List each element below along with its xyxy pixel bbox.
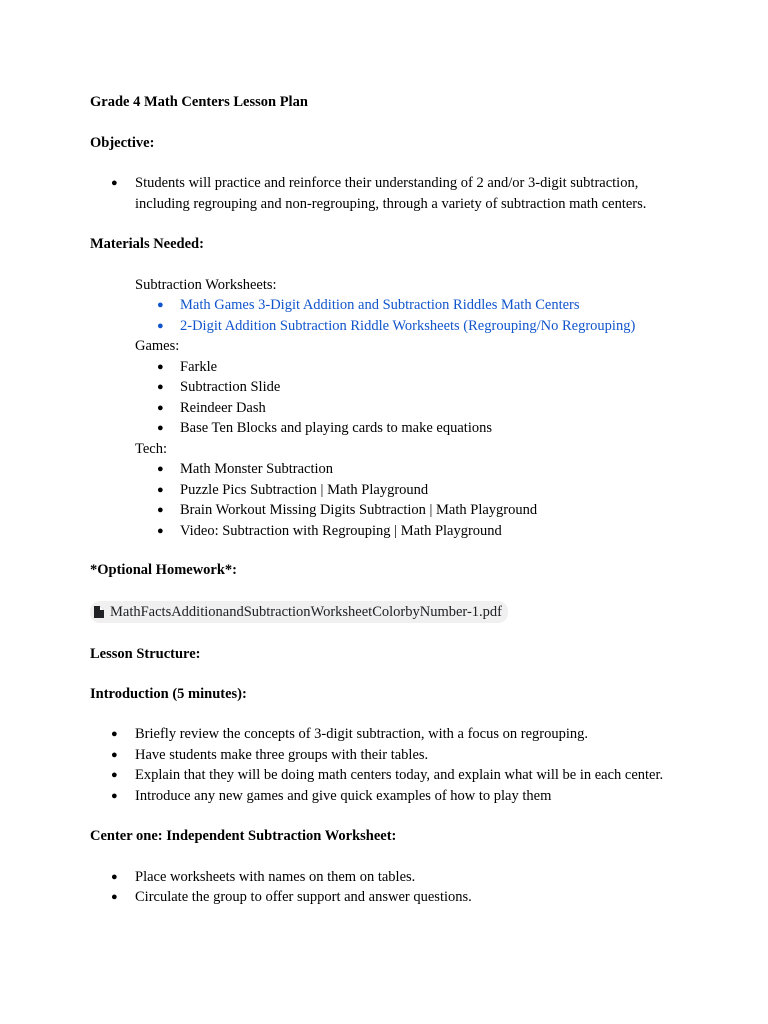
introduction-heading: Introduction (5 minutes): [90,685,247,702]
center-one-list [90,867,690,908]
list-item: ● Base Ten Blocks and playing cards to make equations [90,418,690,439]
list-item: ● Puzzle Pics Subtraction | Math Playground [90,480,690,501]
document-title: Grade 4 Math Centers Lesson Plan [90,94,308,110]
worksheet-link-2[interactable]: ● 2-Digit Addition Subtraction Riddle Worksheets (Regrouping/No Regrouping) [90,316,690,337]
list-item: ● Explain that they will be doing math centers today, and explain what will be in each center. [90,765,690,786]
introduction-list [90,724,690,806]
list-item: ● Introduce any new games and give quick examples of how to play them [90,786,690,807]
list-item: ● Video: Subtraction with Regrouping | Math Playground [90,521,690,542]
materials-heading: Materials Needed: [90,236,204,252]
list-item: ● Circulate the group to offer support and answer questions. [90,887,690,908]
worksheets-label: Subtraction Worksheets: [135,276,277,293]
file-icon [94,606,104,618]
center-one-heading: Center one: Independent Subtraction Worksheet: [90,828,397,845]
list-item: ● Have students make three groups with their tables. [90,745,690,766]
objective-heading: Objective: [90,134,155,151]
file-chip-name: MathFactsAdditionandSubtractionWorksheetColorbyNumber-1.pdf [110,603,502,620]
list-item: ● Subtraction Slide [90,377,690,398]
worksheets-list [90,295,690,336]
tech-list [90,459,690,541]
list-item: ● Math Monster Subtraction [90,459,690,480]
list-item: ● Brain Workout Missing Digits Subtraction | Math Playground [90,500,690,521]
tech-label: Tech: [135,440,167,457]
file-chip[interactable] [90,601,508,624]
list-item: ● Place worksheets with names on them on tables. [90,867,690,888]
list-item: ● Reindeer Dash [90,398,690,419]
list-item: ● Briefly review the concepts of 3-digit subtraction, with a focus on regrouping. [90,724,690,745]
games-list [90,357,690,439]
document-body [90,92,690,908]
games-label: Games: [135,338,180,354]
objective-list [90,173,690,214]
worksheet-link-1[interactable]: ● Math Games 3-Digit Addition and Subtraction Riddles Math Centers [90,295,690,316]
lesson-structure-heading: Lesson Structure: [90,646,201,663]
list-item: ● Students will practice and reinforce their understanding of 2 and/or 3-digit subtraction, including regrouping and non-regrouping, through a variety of subtraction math centers. [90,173,690,214]
homework-heading: *Optional Homework*: [90,562,238,578]
list-item: ● Farkle [90,357,690,378]
